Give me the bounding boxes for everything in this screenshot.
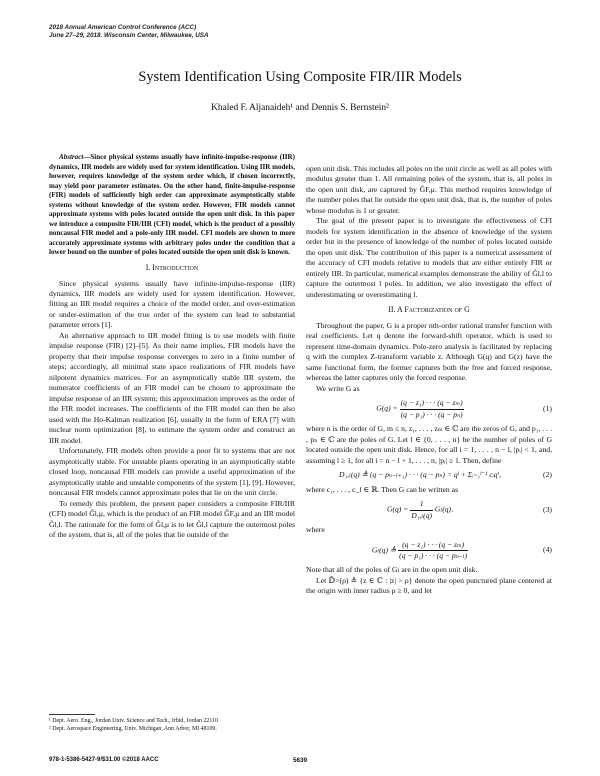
equation-4 [306,540,552,562]
eq3-denominator: D₁,ₗ(q) [411,510,432,520]
section-heading-factorization: II. A Factorization of G [388,305,470,315]
eq3-numerator: 1 [410,499,433,510]
factorization-paragraph-3: where c₁, . . . , c_l ∈ ℝ. Then G can be written as [306,484,459,494]
factorization-write-g: We write G as [316,383,360,393]
eq4-denominator: (q − p₁) · · · (q − pₙ₋ₗ) [399,550,468,560]
eq4-tag: (4) [543,545,552,555]
intro-paragraph-1: Since physical systems usually have infinite-impulse-response (IIR) dynamics, IIR models are widely used for system identification. However, fitting an IIR model requires a choice of the model order, and over-estimation or under-estimation of the true order of the system can lead to substantial parameter errors [1]. [49,278,295,330]
intro-paragraph-3: Unfortunately, FIR models often provide a poor fit to systems that are not asymptotically stable. For unstable plants operating in an asymptotically stable closed loop, noncausal FIR models can provide a useful approximation of the asymptotically stable and unstable components of the system [1], [9]. However, noncausal FIR models cannot approximate poles that lie on the unit circle. [49,446,295,498]
eq3-fraction [410,499,433,521]
footer-page-number: 5639 [292,757,307,764]
footer-isbn: 978-1-5386-5427-9/$31.00 ©2018 AACC [49,757,159,763]
equation-3 [306,499,552,521]
factorization-where: where [306,525,325,535]
intro-paragraph-5: The goal of the present paper is to investigate the effectiveness of CFI models for system identification in the absence of knowledge of the system order but in the presence of knowledge of the number of poles located outside the open unit disk. The contribution of this paper is a numerical assessment of the accuracy of CFI models relative to models that are either entirely FIR or entirely IIR. In particular, numerical examples demonstrate the ability of Ĝl,l to capture the outermost l poles. In addition, we also investigate the effect of underestimating or overestimating l. [306,216,552,299]
equation-1 [306,398,552,420]
section-heading-introduction: I. Introduction [145,263,199,273]
right-column [306,164,552,597]
left-column [49,153,295,541]
equation-2 [306,470,552,480]
conference-name: 2018 Annual American Control Conference (ACC) [49,24,197,31]
paper-title: System Identification Using Composite FIR/IIR Models [138,69,462,85]
eq3-rhs: Gₗ(q), [434,504,453,514]
eq2-tag: (2) [543,470,552,480]
intro-paragraph-4: To remedy this problem, the present paper considers a composite FIR/IIR (CFI) model Ĝl,μ, which is the product of an FIR model ĜF,μ and an IIR model Ĝl,l. The rationale for the form of Ĝl,μ is to let Ĝl,l capture the outermost poles of the system, that is, all of the poles that lie outside of the [49,498,295,540]
eq1-denominator: (q − p₁) · · · (q − pₙ) [400,409,463,419]
conference-header [49,24,209,40]
footnote-rule [49,714,95,715]
footnote-2: ² Dept. Aerospace Engineering, Univ. Michigan, Ann Arbor, MI 48109. [49,726,217,732]
abstract-lead: Abstract [59,153,84,161]
eq3-tag: (3) [543,504,552,514]
eq1-lhs: G(q) = [376,403,398,413]
eq1-numerator: (q − z₁) · · · (q − zₘ) [400,398,464,409]
factorization-paragraph-4: Note that all of the poles of Gₗ are in the open unit disk. [306,565,478,575]
eq2-expression: D₁,ₗ(q) ≜ (q − pₙ₋ₗ₊₁) · · · (q − pₙ) = qˡ + Σᵢ₌₁ˡ⁻¹ cᵢqⁱ, [338,470,502,480]
factorization-paragraph-2: where n is the order of G, m ≤ n, z₁, . . . , zₘ ∈ ℂ are the zeros of G, and p₁, . . . , pₙ ∈ ℂ are the poles of G. Let l ∈ {0, . . . , n} be the number of poles of G located outside the open unit disk. Hence, for all i = 1, . . . , n − l, |pᵢ| < 1, and, assuming l ≥ 1, for all i = n − l + 1, . . . , n, |pᵢ| ≥ 1. Then, define [306,424,552,465]
eq1-tag: (1) [543,403,552,413]
eq4-numerator: (q − z₁) · · · (q − zₘ) [398,540,468,551]
eq4-fraction [398,540,468,562]
intro-paragraph-2: An alternative approach to IIR model fitting is to use models with finite impulse response (FIR) [2]–[5]. As their name implies, FIR models have the property that their impulse response converges to zero in a finite number of steps; accordingly, all minimal state space realizations of FIR models have nilpotent dynamics matrices. For an asymptotically stable IIR system, the numerator coefficients of an FIR model can be chosen to approximate the impulse response of an IIR system; this approximation improves as the order of the FIR model increases. The coefficients of the FIR model can then be also used with the Ho-Kalman realization [6], usually in the form of ERA [7] with nuclear norm optimization [8], to estimate the system order and construct an IIR model. [49,330,295,445]
factorization-paragraph-5: Let 𝔻̄>(ρ) ≜ {z ∈ ℂ : |z| > ρ} denote the open punctured plane centered at the origin with inner radius ρ ≥ 0, and let [306,575,552,596]
footnote-1: ¹ Dept. Aero. Eng., Jordan Univ. Science and Tech., Irbid, Jordan 22110 [49,718,218,724]
eq3-lhs: G(q) = [386,504,409,514]
eq1-fraction [400,398,464,420]
abstract [49,153,295,258]
intro-paragraph-4-continued: open unit disk. This includes all poles on the unit circle as well as all poles with modulus greater than 1. All remaining poles of the system, that is, all poles in the open unit disk, are captured by ĜF,μ. This method requires knowledge of the number poles that lie outside the open unit disk, that is, the number of poles whose modulus is 1 or greater. [306,164,552,215]
abstract-text: —Since physical systems usually have infinite-impulse-response (IIR) dynamics, IIR models are widely used for system identification. Using IIR models, however, requires knowledge of the system order which, if chosen incorrectly, may yield poor parameter estimates. On the other hand, finite-impulse-response (FIR) models of sufficiently high order can approximate asymptotically stable systems without knowledge of the system order. However, FIR models cannot approximate systems with poles located outside the open unit disk. In this paper we introduce a composite FIR/IIR (CFI) model, which is the product of a possibly noncausal FIR model and a pole-only IIR model. CFI models are shown to more accurately approximate systems with arbitrary poles under the condition that a lower bound on the number of poles located outside the open unit disk is known. [49,153,295,257]
conference-date-venue: June 27–29, 2018. Wisconsin Center, Milwaukee, USA [49,32,209,39]
factorization-paragraph-1: Throughout the paper, G is a proper nth-order rational transfer function with real coefficients. Let q denote the forward-shift operator, which is used to represent time-domain dynamics. Pole-zero analysis is facilitated by replacing q with the complex Z-transform variable z. Although G(q) and G(z) have the same functional form, the former captures both the free and forced response, whereas the latter captures only the forced response. [306,320,552,383]
eq4-lhs: Gₗ(q) ≜ [371,545,397,555]
paper-authors: Khaled F. Aljanaideh¹ and Dennis S. Bernstein² [211,103,389,113]
